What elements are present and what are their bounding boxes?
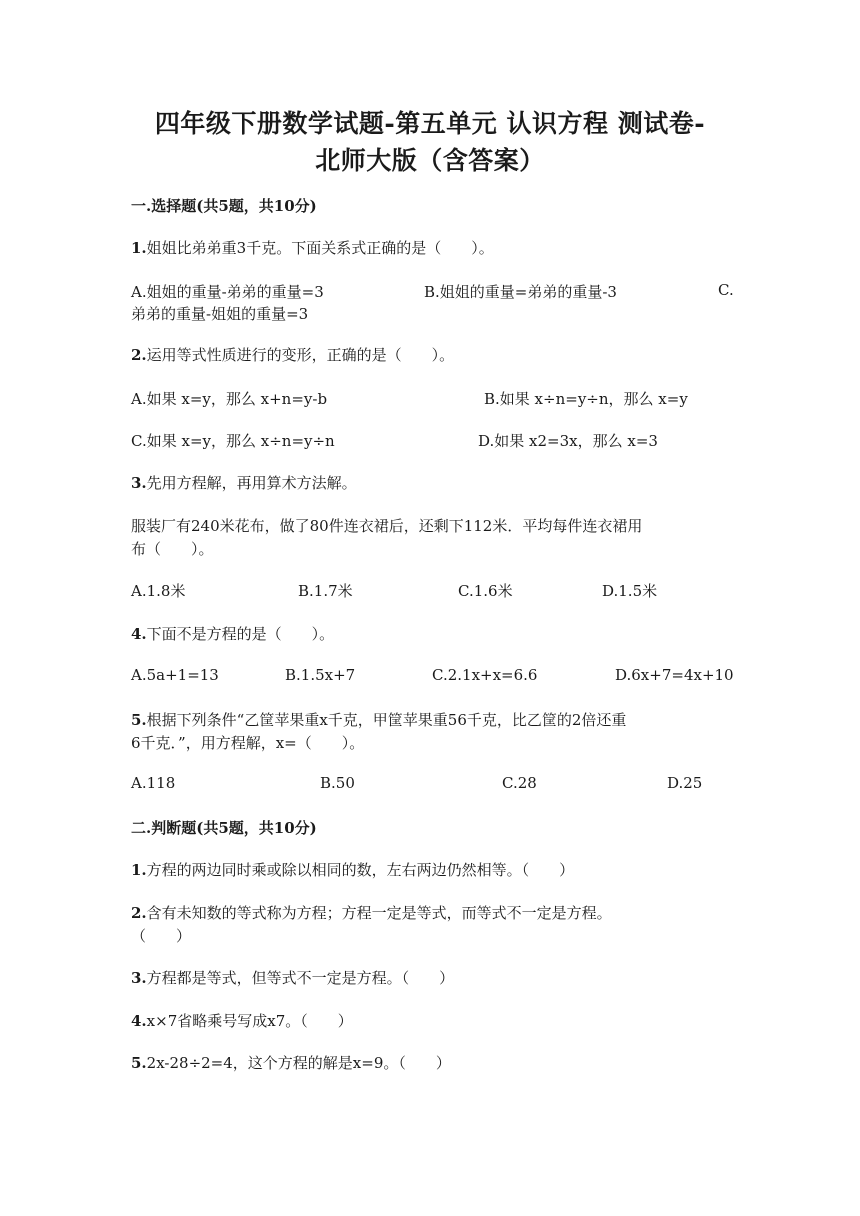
q3-body-line1: 服装厂有240米花布，做了80件连衣裙后，还剩下112米．平均每件连衣裙用	[131, 517, 643, 535]
q5-option-a: A.118	[131, 774, 176, 792]
q2-option-b: B.如果 x÷n=y÷n，那么 x=y	[484, 390, 688, 408]
question-2	[131, 344, 454, 365]
judge-q2-line2: （ ）	[131, 927, 192, 945]
question-number: 5.	[131, 711, 147, 729]
question-number: 3.	[131, 474, 147, 492]
question-number: 4.	[131, 1012, 147, 1030]
question-text: x×7省略乘号写成x7。（ ）	[146, 1012, 353, 1030]
q4-option-a: A.5a+1=13	[131, 666, 219, 684]
question-text: 先用方程解，再用算术方法解。	[146, 474, 357, 492]
q5-option-b: B.50	[320, 774, 355, 792]
question-number: 3.	[131, 969, 147, 987]
judge-question-1	[131, 859, 574, 880]
q2-option-c: C.如果 x=y，那么 x÷n=y÷n	[131, 432, 335, 450]
q3-option-b: B.1.7米	[298, 582, 353, 600]
judge-question-4	[131, 1010, 353, 1031]
q5-option-d: D.25	[667, 774, 703, 792]
q4-option-d: D.6x+7=4x+10	[615, 666, 734, 684]
q1-option-c-tail: 弟弟的重量-姐姐的重量=3	[131, 305, 309, 323]
question-number: 2.	[131, 904, 147, 922]
section2-heading: 二.判断题(共5题，共10分)	[131, 819, 317, 837]
judge-question-3	[131, 967, 454, 988]
q3-body-line2: 布（ ）。	[131, 540, 214, 558]
q4-option-b: B.1.5x+7	[285, 666, 356, 684]
question-5	[131, 709, 626, 730]
question-text: 方程都是等式，但等式不一定是方程。（ ）	[146, 969, 455, 987]
question-text: 2x-28÷2=4，这个方程的解是x=9。（ ）	[146, 1054, 451, 1072]
page-title-line2: 北师大版（含答案）	[315, 146, 545, 175]
q2-option-d: D.如果 x2=3x，那么 x=3	[478, 432, 658, 450]
q3-option-c: C.1.6米	[458, 582, 513, 600]
page-title-line1: 四年级下册数学试题-第五单元 认识方程 测试卷-	[154, 109, 706, 138]
question-number: 2.	[131, 346, 147, 364]
q3-option-d: D.1.5米	[602, 582, 658, 600]
q1-option-a: A.姐姐的重量-弟弟的重量=3	[131, 283, 324, 301]
question-text: 含有未知数的等式称为方程；方程一定是等式，而等式不一定是方程。	[146, 904, 612, 922]
question-text: 下面不是方程的是（ ）。	[146, 625, 335, 643]
question-number: 4.	[131, 625, 147, 643]
question-number: 5.	[131, 1054, 147, 1072]
question-text: 姐姐比弟弟重3千克。下面关系式正确的是（ ）。	[146, 239, 494, 257]
question-1	[131, 237, 494, 258]
question-4	[131, 623, 334, 644]
q1-option-c-head: C.	[718, 281, 734, 299]
judge-question-5	[131, 1052, 451, 1073]
q2-option-a: A.如果 x=y，那么 x+n=y-b	[131, 390, 328, 408]
question-number: 1.	[131, 861, 147, 879]
q5-text-line2: 6千克．”，用方程解，x=（ ）。	[131, 734, 365, 752]
question-number: 1.	[131, 239, 147, 257]
question-text: 运用等式性质进行的变形，正确的是（ ）。	[146, 346, 455, 364]
question-3	[131, 472, 357, 493]
q5-option-c: C.28	[502, 774, 537, 792]
question-text: 方程的两边同时乘或除以相同的数，左右两边仍然相等。（ ）	[146, 861, 575, 879]
q1-option-b: B.姐姐的重量=弟弟的重量-3	[424, 283, 617, 301]
q3-option-a: A.1.8米	[131, 582, 186, 600]
judge-question-2	[131, 902, 612, 923]
section1-heading: 一.选择题(共5题，共10分)	[131, 197, 317, 215]
question-text: 根据下列条件“乙筐苹果重x千克，甲筐苹果重56千克，比乙筐的2倍还重	[146, 711, 627, 729]
q4-option-c: C.2.1x+x=6.6	[432, 666, 538, 684]
